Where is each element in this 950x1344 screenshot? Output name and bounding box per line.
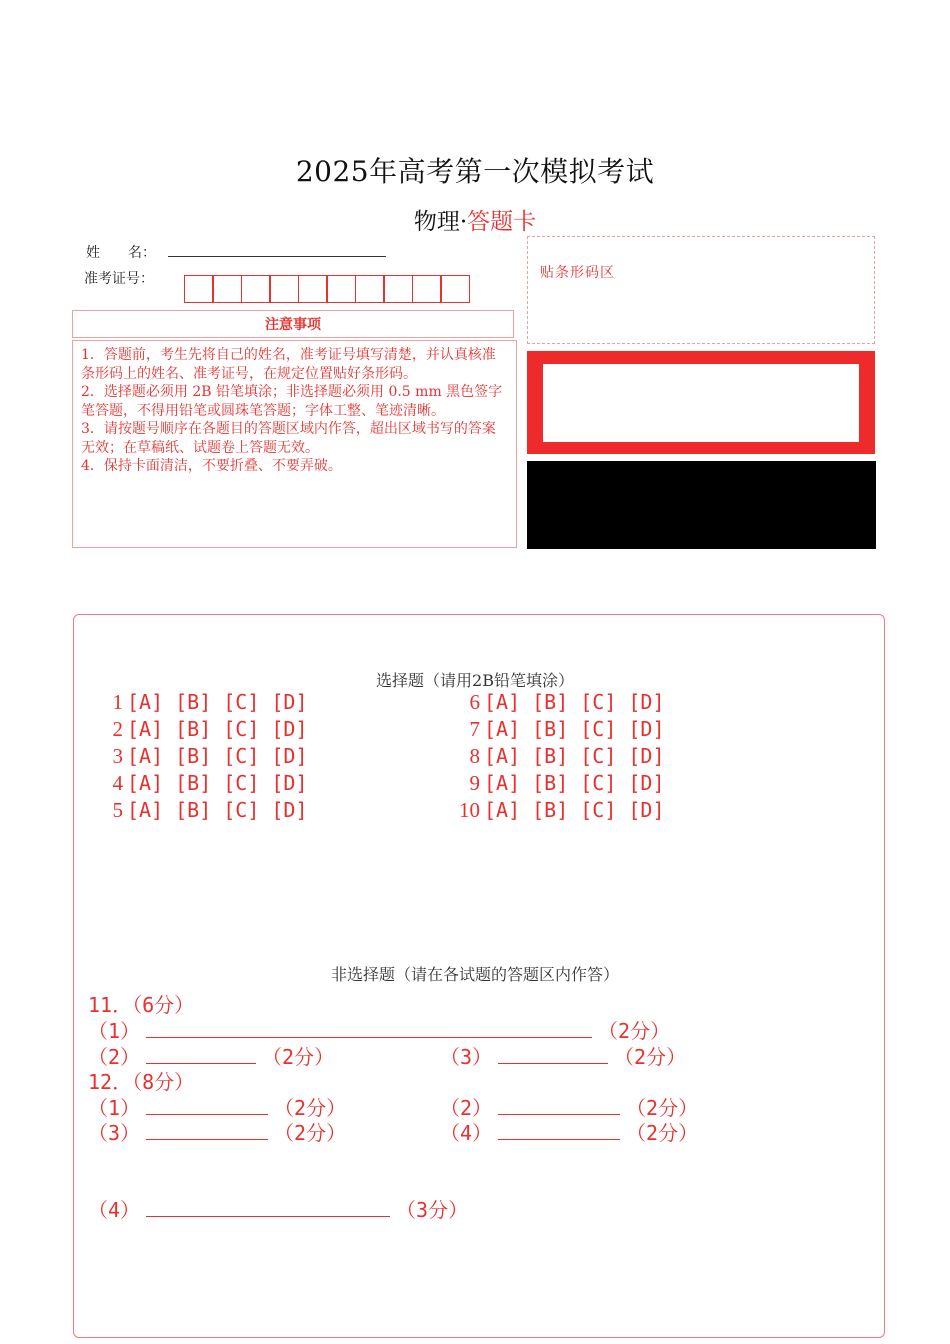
answer-blank[interactable] [146,1019,592,1038]
choice-row [458,717,677,744]
option-d[interactable]: [D] [628,771,665,795]
choice-right-column [458,690,677,825]
choice-left-column [103,690,320,825]
exam-id-digit-box[interactable] [212,275,242,303]
part-label: （4） [88,1198,141,1222]
option-b[interactable]: [B] [532,744,569,768]
option-d[interactable]: [D] [628,690,665,714]
nonchoice-section-title: 非选择题（请在各试题的答题区内作答） [330,965,619,984]
q11-heading: 11．（6分） [88,993,195,1017]
q12-part5 [88,1194,468,1223]
page-subtitle [0,203,950,236]
option-c[interactable]: [C] [223,798,260,822]
question-number: 10 [459,798,480,822]
option-c[interactable]: [C] [580,771,617,795]
option-b[interactable]: [B] [532,690,569,714]
exam-id-digit-box[interactable] [241,275,271,303]
card-label: 答题卡 [467,209,537,235]
option-d[interactable]: [D] [271,717,308,741]
part-label: （2） [440,1096,493,1120]
part-label: （4） [440,1121,493,1145]
title-separator: · [459,209,468,235]
answer-blank[interactable] [146,1198,390,1217]
choice-row [103,771,320,798]
option-a[interactable]: [A] [127,771,164,795]
option-d[interactable]: [D] [628,717,665,741]
q12-part3 [88,1117,346,1146]
option-c[interactable]: [C] [223,690,260,714]
question-number: 3 [112,744,123,768]
answer-blank[interactable] [498,1096,620,1115]
option-b[interactable]: [B] [532,798,569,822]
exam-id-digit-box[interactable] [269,275,299,303]
option-b[interactable]: [B] [175,744,212,768]
option-b[interactable]: [B] [532,771,569,795]
question-number: 6 [469,690,480,714]
option-a[interactable]: [A] [127,744,164,768]
q11-part3 [440,1041,686,1070]
part-score: （2分） [626,1096,699,1120]
subject-label: 物理 [413,209,460,235]
barcode-area [527,236,875,344]
option-c[interactable]: [C] [580,690,617,714]
name-field[interactable] [168,256,386,257]
choice-row [103,744,320,771]
redacted-block [527,461,876,549]
option-c[interactable]: [C] [223,744,260,768]
part-label: （3） [88,1121,141,1145]
question-number: 8 [469,744,480,768]
option-a[interactable]: [A] [484,798,521,822]
notice-body [72,340,517,548]
exam-id-digit-box[interactable] [412,275,442,303]
choice-section-title: 选择题（请用2B铅笔填涂） [376,671,574,690]
question-number: 7 [469,717,480,741]
option-d[interactable]: [D] [271,798,308,822]
part-score: （2分） [274,1121,347,1145]
choice-row [103,717,320,744]
option-a[interactable]: [A] [484,744,521,768]
option-d[interactable]: [D] [628,798,665,822]
exam-id-boxes[interactable] [185,275,470,303]
choice-row [458,690,677,717]
choice-row [458,744,677,771]
part-label: （1） [88,1019,141,1043]
barcode-label: 贴条形码区 [540,265,615,281]
notice-item: 1．答题前，考生先将自己的姓名，准考证号填写清楚，并认真核准条形码上的姓名、准考证号，在规定位置贴好条形码。 [81,347,496,382]
part-label: （1） [88,1096,141,1120]
exam-id-digit-box[interactable] [326,275,356,303]
option-c[interactable]: [C] [223,771,260,795]
option-c[interactable]: [C] [580,744,617,768]
option-b[interactable]: [B] [175,798,212,822]
answer-blank[interactable] [146,1096,268,1115]
choice-row [458,798,677,825]
answer-blank[interactable] [146,1045,256,1064]
choice-row [458,771,677,798]
part-label: （2） [88,1045,141,1069]
exam-id-digit-box[interactable] [440,275,470,303]
exam-id-digit-box[interactable] [184,275,214,303]
answer-blank[interactable] [146,1121,268,1140]
option-a[interactable]: [A] [484,717,521,741]
option-b[interactable]: [B] [175,717,212,741]
option-a[interactable]: [A] [127,717,164,741]
answer-blank[interactable] [498,1045,608,1064]
question-number: 9 [469,771,480,795]
part-score: （2分） [274,1096,347,1120]
answer-blank[interactable] [498,1121,620,1140]
notice-heading: 注意事项 [72,310,514,338]
part-score: （2分） [626,1121,699,1145]
option-a[interactable]: [A] [127,690,164,714]
option-c[interactable]: [C] [223,717,260,741]
notice-item: 2．选择题必须用 2B 铅笔填涂；非选择题必须用 0.5 mm 黑色签字笔答题，不得用铅笔或圆珠笔答题；字体工整、笔迹清晰。 [81,384,503,419]
question-number: 5 [112,798,123,822]
option-b[interactable]: [B] [175,771,212,795]
notice-item: 4．保持卡面清洁，不要折叠、不要弄破。 [81,458,342,474]
exam-id-digit-box[interactable] [383,275,413,303]
q11-part1 [88,1015,670,1044]
question-number: 2 [112,717,123,741]
part-score: （2分） [262,1045,335,1069]
option-a[interactable]: [A] [127,798,164,822]
part-score: （2分） [598,1019,671,1043]
choice-row [103,798,320,825]
option-a[interactable]: [A] [484,771,521,795]
exam-id-digit-box[interactable] [298,275,328,303]
q12-part4 [440,1117,698,1146]
name-label: 姓 名： [86,245,156,261]
option-b[interactable]: [B] [532,717,569,741]
notice-item: 3．请按题号顺序在各题目的答题区域内作答，超出区域书写的答案无效；在草稿纸、试题卷上答题无效。 [81,421,496,456]
option-d[interactable]: [D] [271,690,308,714]
choice-row [103,690,320,717]
option-d[interactable]: [D] [271,771,308,795]
option-c[interactable]: [C] [580,798,617,822]
option-d[interactable]: [D] [271,744,308,768]
part-score: （2分） [614,1045,687,1069]
absent-mark-frame [527,351,875,454]
option-c[interactable]: [C] [580,717,617,741]
option-a[interactable]: [A] [484,690,521,714]
question-number: 4 [112,771,123,795]
option-d[interactable]: [D] [628,744,665,768]
page-title: 2025年高考第一次模拟考试 [295,155,655,188]
question-number: 1 [112,690,123,714]
exam-id-digit-box[interactable] [355,275,385,303]
option-b[interactable]: [B] [175,690,212,714]
part-label: （3） [440,1045,493,1069]
part-score: （3分） [396,1198,469,1222]
q12-heading: 12．（8分） [88,1070,195,1094]
exam-id-label: 准考证号： [84,271,154,287]
